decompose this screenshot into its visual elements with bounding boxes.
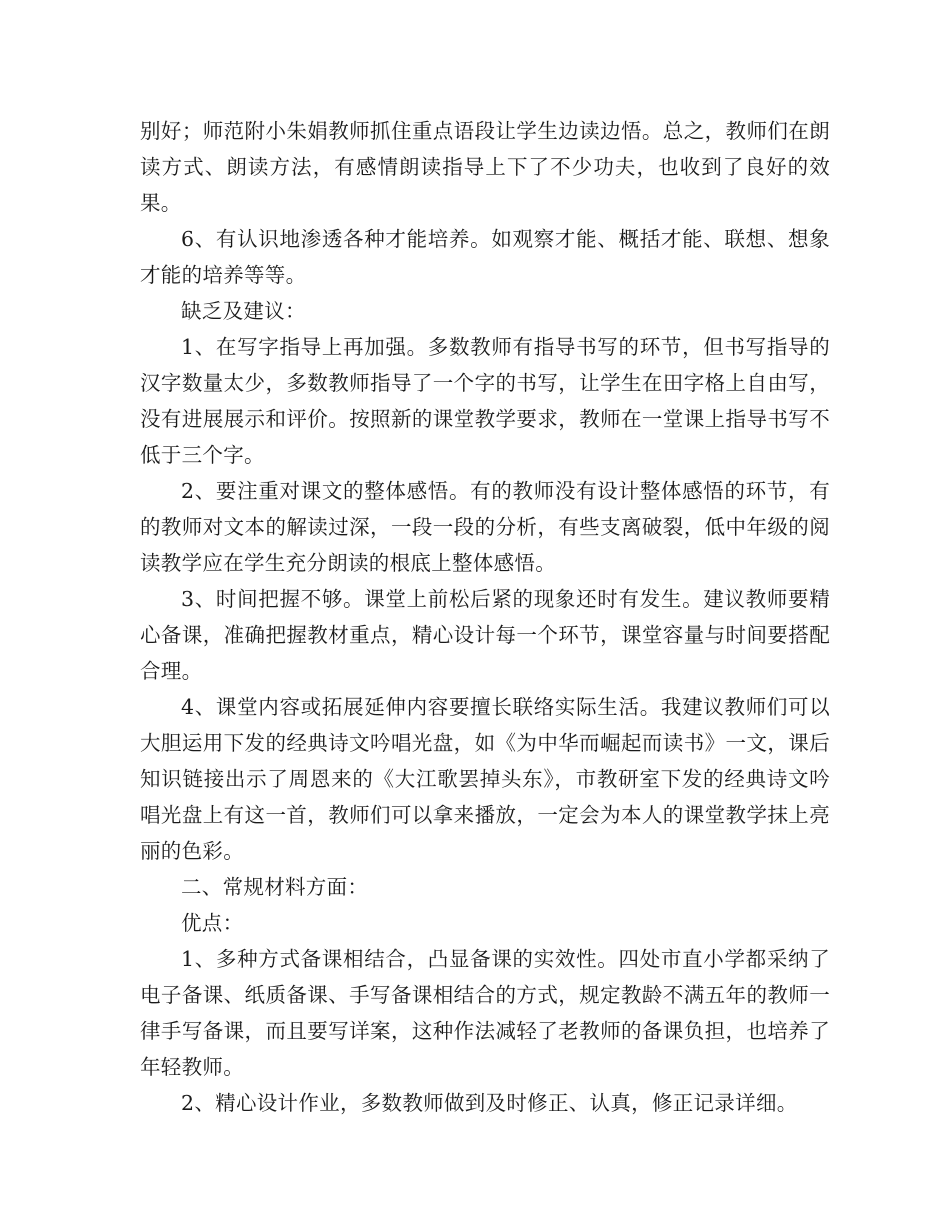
section-heading-routine-materials: 二、常规材料方面： bbox=[181, 875, 369, 899]
paragraph-strength-2: 2、精心设计作业，多数教师做到及时修正、认真，修正记录详细。 bbox=[181, 1091, 798, 1115]
paragraph-heading-strengths: 优点： bbox=[181, 911, 244, 935]
paragraph-heading-shortcomings: 缺乏及建议： bbox=[181, 299, 306, 323]
paragraph-suggestion-1: 1、在写字指导上再加强。多数教师有指导书写的环节，但书写指导的汉字数量太少，多数教师指导了一个字的书写，让学生在田字格上自由写，没有进展展示和评价。按照新的课堂教学要求，教师在一堂课上指导书写不低于三个字。 bbox=[140, 335, 830, 467]
paragraph-suggestion-3: 3、时间把握不够。课堂上前松后紧的现象还时有发生。建议教师要精心备课，准确把握教材重点，精心设计每一个环节，课堂容量与时间要搭配合理。 bbox=[140, 587, 830, 683]
paragraph-item-6: 6、有认识地渗透各种才能培养。如观察才能、概括才能、联想、想象才能的培养等等。 bbox=[140, 227, 830, 287]
document-body bbox=[140, 113, 830, 1121]
paragraph-strength-1: 1、多种方式备课相结合，凸显备课的实效性。四处市直小学都采纳了电子备课、纸质备课、手写备课相结合的方式，规定教龄不满五年的教师一律手写备课，而且要写详案，这种作法减轻了老教师的备课负担，也培养了年轻教师。 bbox=[140, 947, 830, 1079]
paragraph-continuation: 别好；师范附小朱娟教师抓住重点语段让学生边读边悟。总之，教师们在朗读方式、朗读方法，有感情朗读指导上下了不少功夫，也收到了良好的效果。 bbox=[140, 119, 830, 215]
paragraph-suggestion-4: 4、课堂内容或拓展延伸内容要擅长联络实际生活。我建议教师们可以大胆运用下发的经典诗文吟唱光盘，如《为中华而崛起而读书》一文，课后知识链接出示了周恩来的《大江歌罢掉头东》，市教研室下发的经典诗文吟唱光盘上有这一首，教师们可以拿来播放，一定会为本人的课堂教学抹上亮丽的色彩。 bbox=[140, 695, 830, 863]
paragraph-suggestion-2: 2、要注重对课文的整体感悟。有的教师没有设计整体感悟的环节，有的教师对文本的解读过深，一段一段的分析，有些支离破裂，低中年级的阅读教学应在学生充分朗读的根底上整体感悟。 bbox=[140, 479, 830, 575]
